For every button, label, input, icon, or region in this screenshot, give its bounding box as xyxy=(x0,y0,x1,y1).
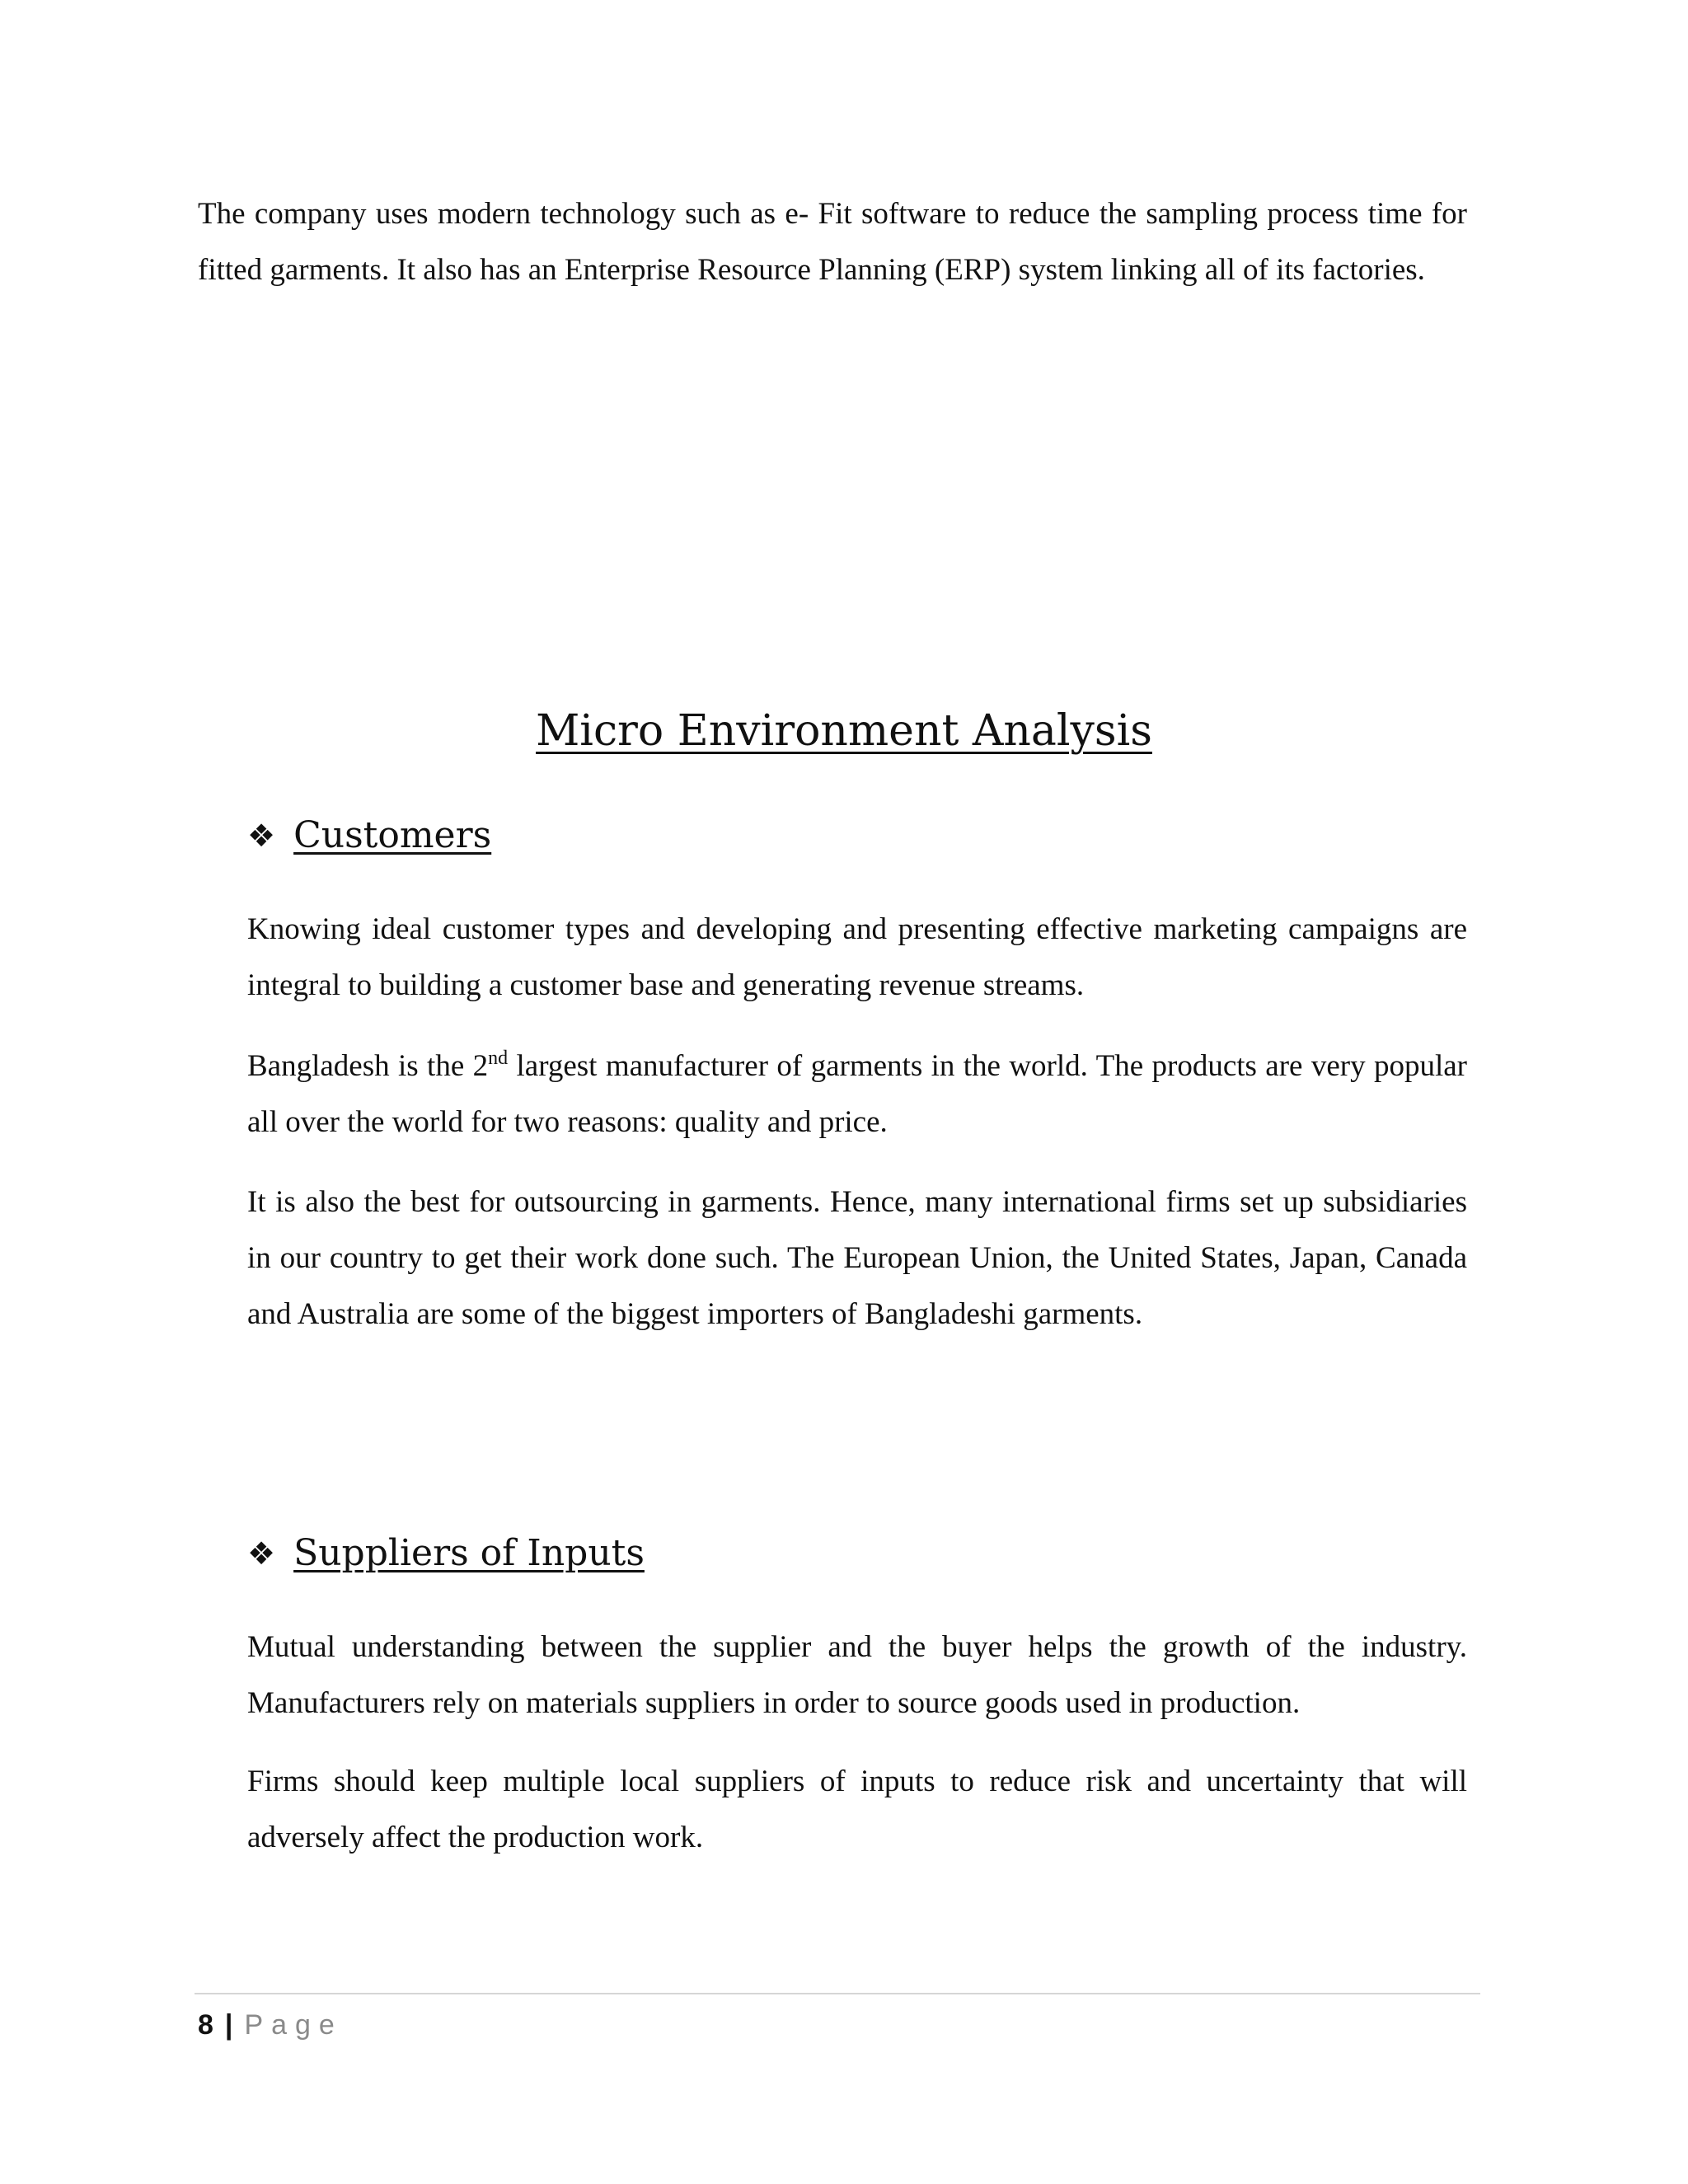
suppliers-heading xyxy=(247,1529,645,1578)
customers-heading xyxy=(247,811,491,860)
suppliers-paragraph-1: Mutual understanding between the supplier and the buyer helps the growth of the industry. Manufacturers rely on materials suppliers in order to source goods used in production. xyxy=(247,1630,1467,1720)
customers-paragraph-1: Knowing ideal customer types and developing and presenting effective marketing campaigns are integral to building a customer base and generating revenue streams. xyxy=(247,912,1467,1002)
customers-paragraph-2-end: largest manufacturer of garments in the world. The products are very popular all over the world for two reasons: quality and price. xyxy=(247,1049,1467,1139)
customers-paragraph-3: It is also the best for outsourcing in garments. Hence, many international firms set up subsidiaries in our country to get their work done such. The European Union, the United States, Japan, Canada and Australia are some of the biggest importers of Bangladeshi garments. xyxy=(247,1185,1467,1331)
section-title xyxy=(0,702,1688,760)
footer-separator: | xyxy=(224,2009,233,2041)
diamond-bullet-icon: ❖ xyxy=(247,818,276,854)
footer-divider xyxy=(195,1993,1480,1994)
diamond-bullet-icon: ❖ xyxy=(247,1535,276,1572)
customers-heading-text: Customers xyxy=(293,814,492,856)
page-label: Page xyxy=(244,2009,343,2041)
section-title-text: Micro Environment Analysis xyxy=(536,706,1152,756)
page-footer xyxy=(198,2004,343,2046)
ordinal-superscript: nd xyxy=(488,1047,509,1069)
intro-paragraph: The company uses modern technology such as e- Fit software to reduce the sampling process time for fitted garments. It also has an Enterprise Resource Planning (ERP) system linking all of its factories. xyxy=(198,197,1467,287)
page-number: 8 xyxy=(198,2009,213,2041)
customers-paragraph-2-start: Bangladesh is the 2 xyxy=(247,1049,489,1083)
suppliers-heading-text: Suppliers of Inputs xyxy=(293,1532,645,1574)
suppliers-paragraph-2: Firms should keep multiple local suppliers of inputs to reduce risk and uncertainty that will adversely affect the production work. xyxy=(247,1765,1467,1854)
customers-paragraph-2 xyxy=(247,1038,1467,1151)
